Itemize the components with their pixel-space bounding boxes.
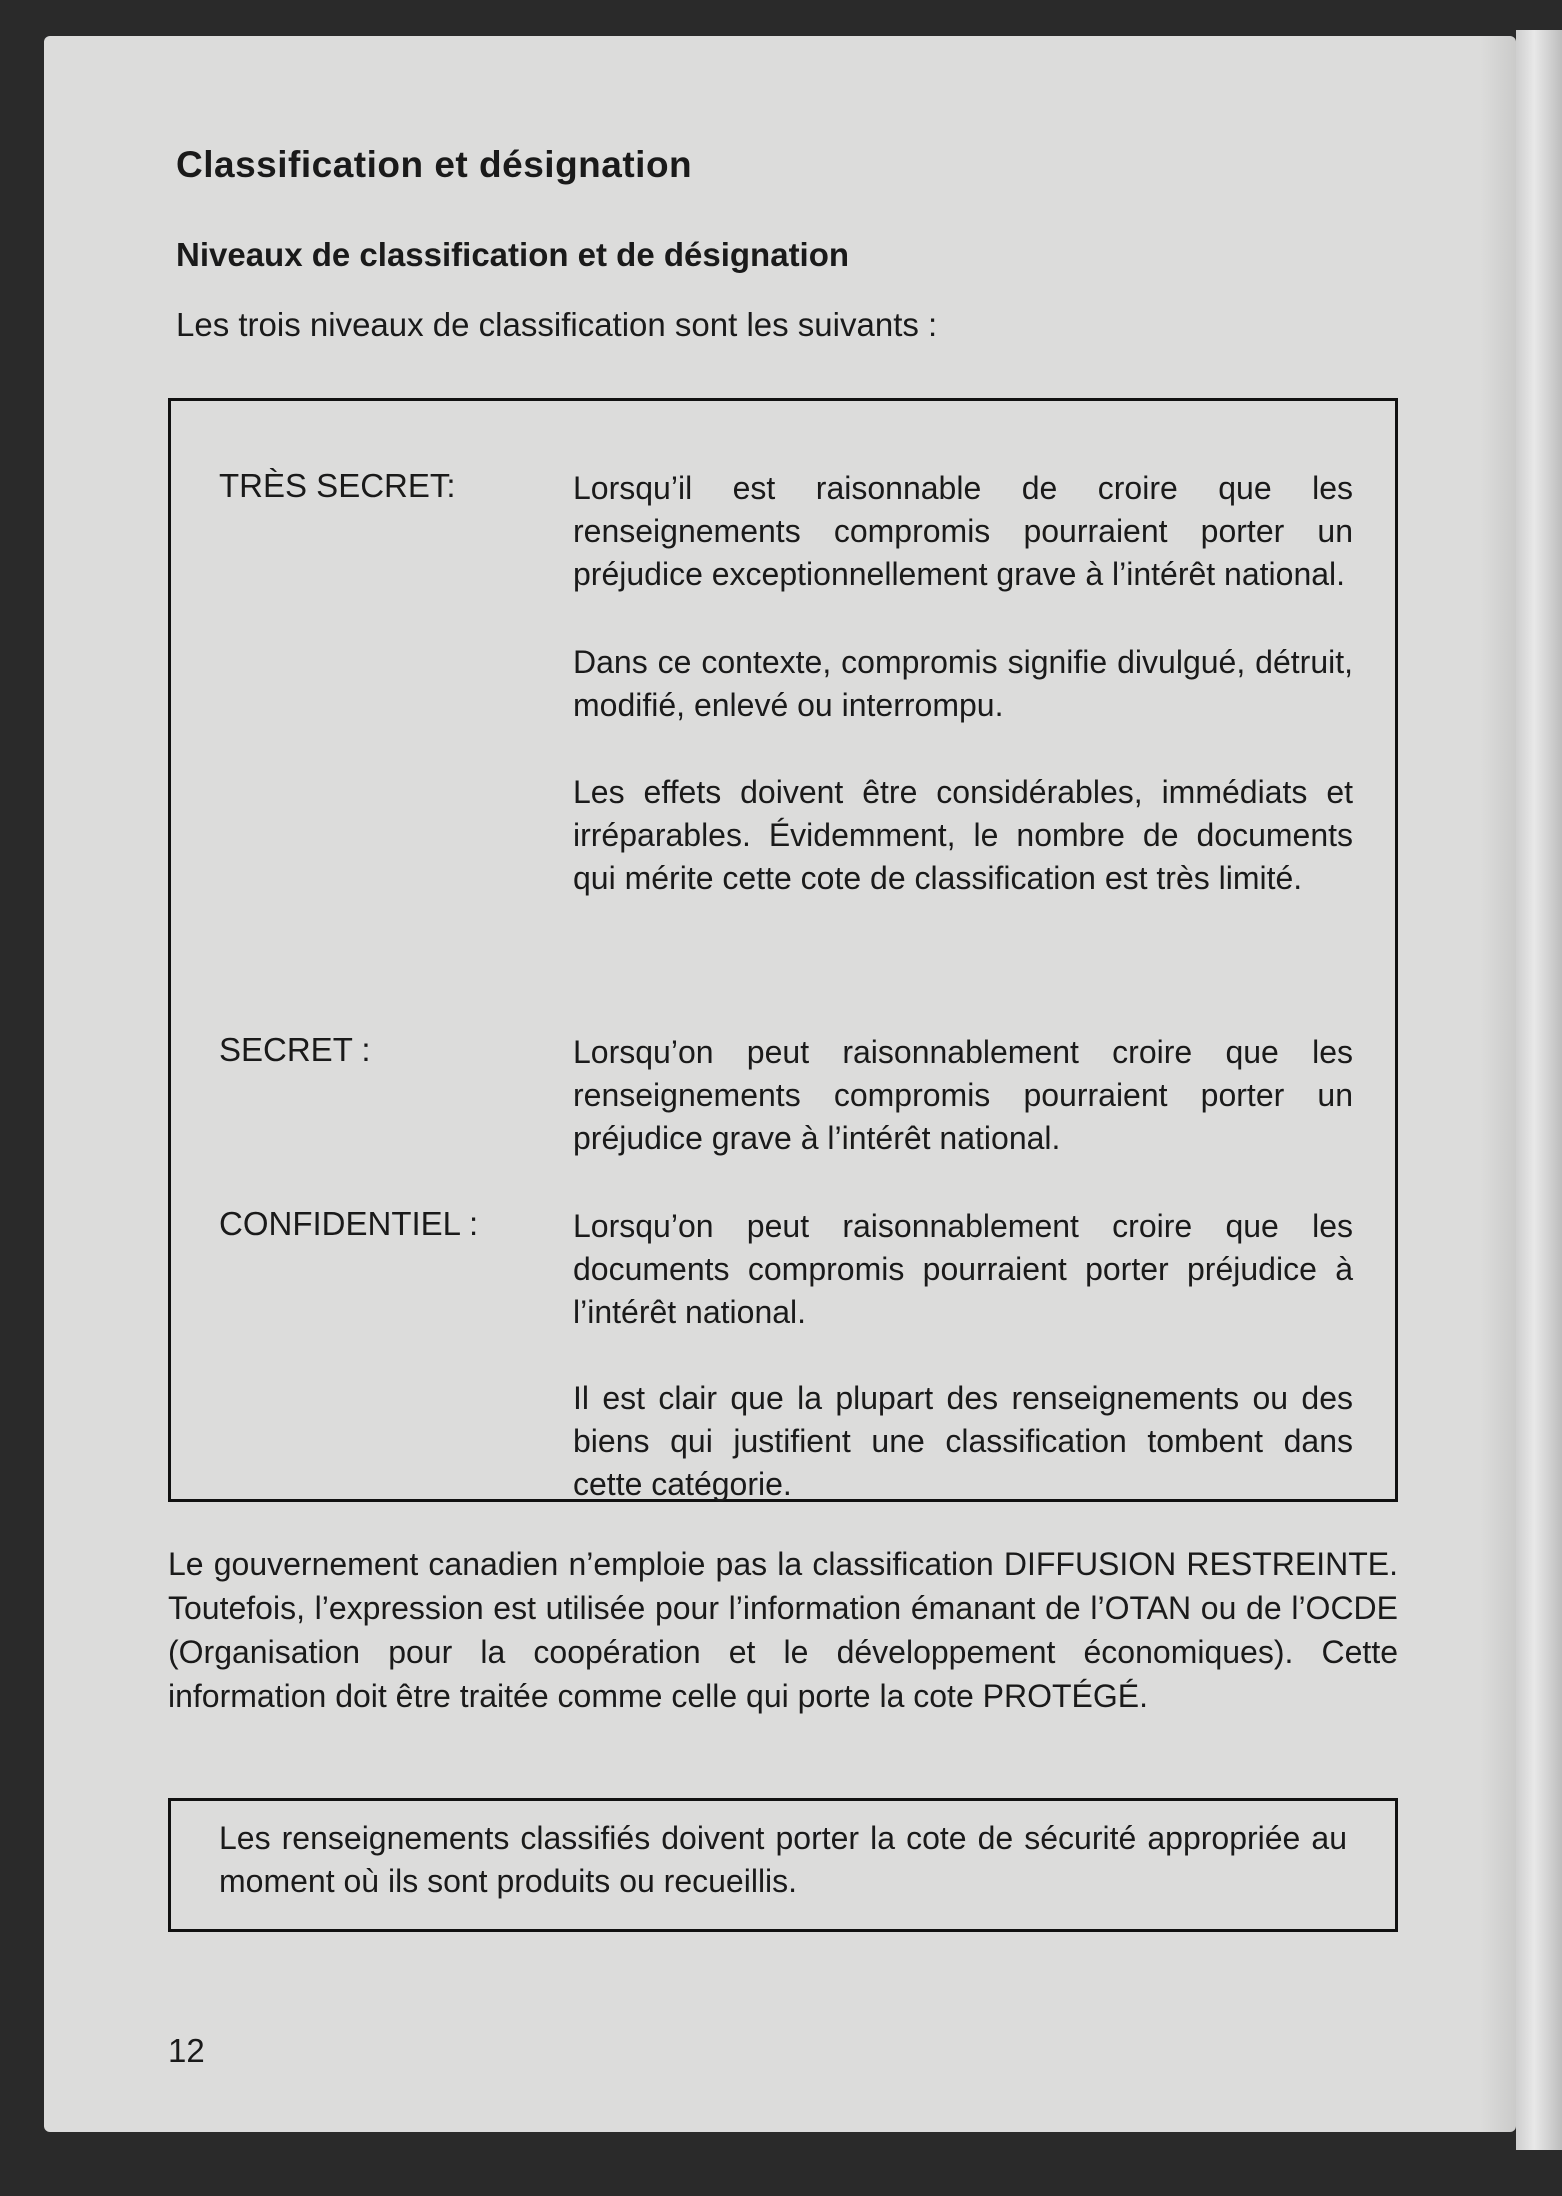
notice-box: Les renseignements classifiés doivent porter la cote de sécurité appropriée au moment où ils sont produits ou recueillis. [168,1798,1398,1932]
level-definition: Il est clair que la plupart des renseignements ou des biens qui justifient une classification tombent dans cette catégorie. [573,1380,1353,1502]
classification-levels-box [168,398,1398,1502]
page-number: 12 [168,2032,205,2069]
level-definition: Dans ce contexte, compromis signifie divulgué, détruit, modifié, enlevé ou interrompu. [573,644,1353,723]
level-definition: Lorsqu’on peut raisonnablement croire que les renseignements compromis pourraient porter un préjudice grave à l’intérêt national. [573,1034,1353,1156]
document-page [44,36,1516,2132]
level-term-confidentiel: CONFIDENTIEL : [219,1205,479,1242]
level-term-secret: SECRET : [219,1031,371,1068]
section-heading: Classification et désignation [176,144,693,185]
body-paragraph: Le gouvernement canadien n’emploie pas la classification DIFFUSION RESTREINTE. Toutefois, l’expression est utilisée pour l’information émanant de l’OTAN ou de l’OCDE (Organisation pour la coopération et le développement économiques). Cette information doit être traitée comme celle qui porte la cote PROTÉGÉ. [168,1546,1398,1714]
section-subheading: Niveaux de classification et de désignation [176,236,850,273]
level-definition: Les effets doivent être considérables, immédiats et irréparables. Évidemment, le nombre de documents qui mérite cette cote de classification est très limité. [573,774,1353,896]
adjacent-page-edge [1516,30,1562,2150]
level-definition: Lorsqu’il est raisonnable de croire que les renseignements compromis pourraient porter un préjudice exceptionnellement grave à l’intérêt national. [573,470,1353,592]
page-shadow [1480,36,1516,2132]
intro-text: Les trois niveaux de classification sont les suivants : [176,306,938,343]
level-definition: Lorsqu’on peut raisonnablement croire que les documents compromis pourraient porter préjudice à l’intérêt national. [573,1208,1353,1330]
level-term-tres-secret: TRÈS SECRET: [219,467,456,504]
